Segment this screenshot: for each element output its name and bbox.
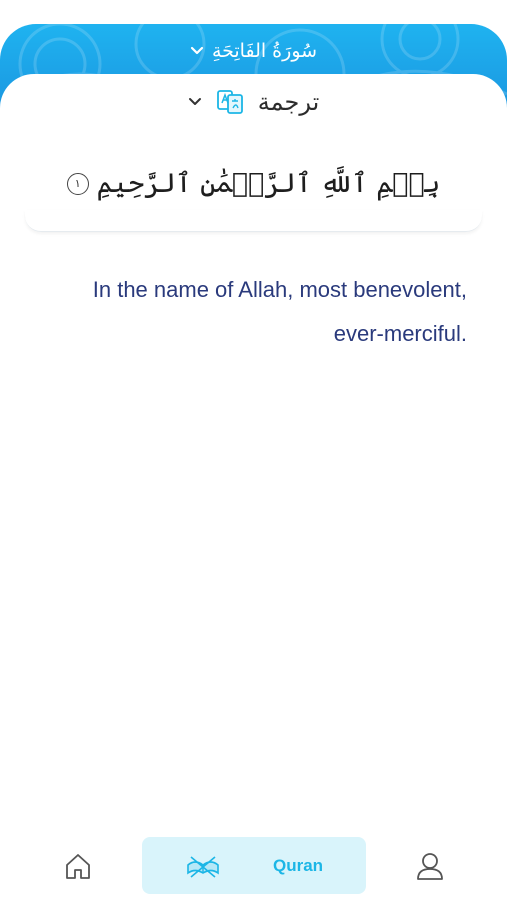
chevron-down-icon xyxy=(188,95,202,109)
surah-selector[interactable] xyxy=(0,40,507,62)
card-divider xyxy=(25,210,482,232)
chevron-down-icon xyxy=(190,44,204,58)
ayah-number: ١ xyxy=(74,177,81,190)
ayah-text: بِسۡمِ ٱللَّهِ ٱلرَّحۡمَٰنِ ٱلرَّحِيمِ xyxy=(96,168,441,199)
ayah-number-marker xyxy=(67,173,89,195)
translation-text: In the name of Allah, most benevolent, ever-merciful. xyxy=(92,277,467,346)
nav-quran-label: Quran xyxy=(272,855,324,875)
nav-quran-button[interactable] xyxy=(142,837,366,894)
surah-name: سُورَةُ الفَاتِحَةِ xyxy=(211,40,318,62)
home-icon[interactable] xyxy=(62,850,94,882)
profile-icon[interactable] xyxy=(414,850,446,882)
quran-book-icon xyxy=(185,853,221,879)
translation-label: ترجمة xyxy=(257,88,320,116)
bottom-nav xyxy=(0,830,507,900)
translate-icon xyxy=(216,88,244,116)
translation-toggle[interactable] xyxy=(0,88,507,116)
ayah-text-row xyxy=(30,168,477,199)
